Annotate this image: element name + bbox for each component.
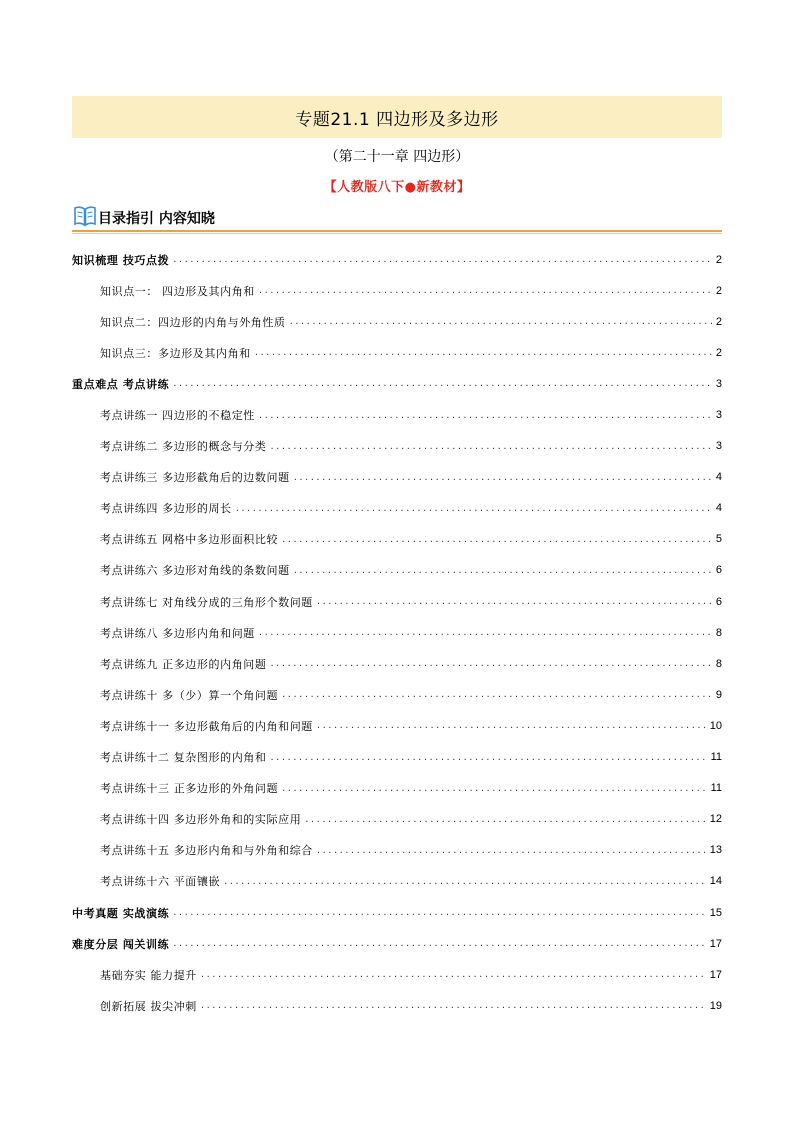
toc-leader-dots [173, 907, 706, 918]
toc-leader-dots [173, 938, 706, 949]
toc-entry[interactable] [72, 804, 722, 835]
toc-entry-page: 2 [715, 315, 722, 328]
toc-entry[interactable] [72, 337, 722, 368]
toc-leader-dots [294, 565, 712, 576]
toc-leader-dots [201, 969, 706, 980]
toc-entry-page: 5 [715, 533, 722, 546]
toc-entry-title: 考点讲练十五 多边形内角和与外角和综合 [100, 844, 313, 858]
toc-entry[interactable] [72, 990, 722, 1021]
toc-entry[interactable] [72, 959, 722, 990]
toc-leader-dots [259, 627, 712, 638]
toc-entry-page: 11 [710, 751, 722, 764]
toc-entry-page: 12 [709, 813, 722, 826]
toc-entry-page: 3 [715, 377, 722, 390]
toc-entry[interactable] [72, 679, 722, 710]
toc-entry-page: 4 [715, 502, 722, 515]
toc-leader-dots [294, 472, 712, 483]
toc-leader-dots [282, 783, 706, 794]
toc-leader-dots [305, 814, 705, 825]
toc-leader-dots [317, 596, 712, 607]
toc-entry-page: 17 [709, 968, 722, 981]
toc-leader-dots [255, 347, 712, 358]
toc-entry-page: 19 [709, 999, 722, 1012]
toc-leader-dots [201, 1000, 706, 1011]
toc-entry-page: 10 [709, 719, 722, 732]
toc-entry-title: 知识点三：多边形及其内角和 [100, 346, 251, 360]
toc-entry-title: 知识梳理 技巧点拨 [72, 253, 170, 267]
book-icon [73, 205, 97, 231]
toc-entry[interactable] [72, 399, 722, 430]
toc-entry[interactable] [72, 275, 722, 306]
toc-entry-title: 考点讲练十六 平面镶嵌 [100, 875, 221, 889]
toc-entry-page: 9 [715, 688, 722, 701]
toc-leader-dots [224, 876, 706, 887]
toc-leader-dots [173, 378, 712, 389]
toc-entry[interactable] [72, 306, 722, 337]
toc-entry-title: 考点讲练十三 正多边形的外角问题 [100, 782, 279, 796]
toc-entry-title: 考点讲练二 多边形的概念与分类 [100, 440, 267, 454]
toc-entry-title: 基础夯实 能力提升 [100, 968, 197, 982]
toc-entry[interactable] [72, 368, 722, 399]
toc-entry[interactable] [72, 648, 722, 679]
table-of-contents [72, 244, 722, 1021]
toc-entry[interactable] [72, 835, 722, 866]
toc-entry-page: 17 [709, 937, 722, 950]
toc-leader-dots [259, 410, 712, 421]
toc-entry-title: 考点讲练九 正多边形的内角问题 [100, 657, 267, 671]
toc-entry[interactable] [72, 244, 722, 275]
toc-entry-title: 创新拓展 拔尖冲刺 [100, 999, 197, 1013]
toc-leader-dots [271, 658, 712, 669]
toc-entry-title: 难度分层 闯关训练 [72, 937, 170, 951]
toc-entry[interactable] [72, 928, 722, 959]
toc-entry-page: 11 [710, 782, 722, 795]
toc-entry-page: 6 [715, 595, 722, 608]
toc-leader-dots [259, 285, 712, 296]
edition-label: 【人教版八下●新教材】 [323, 180, 471, 195]
toc-entry-page: 15 [709, 906, 722, 919]
page-title: 专题21.1 四边形及多边形 [295, 109, 499, 130]
toc-entry[interactable] [72, 710, 722, 741]
toc-leader-dots [236, 503, 712, 514]
toc-entry-page: 8 [715, 657, 722, 670]
toc-entry-page: 8 [715, 626, 722, 639]
toc-heading-label: 目录指引 内容知晓 [98, 211, 215, 227]
toc-entry[interactable] [72, 462, 722, 493]
toc-entry-title: 考点讲练六 多边形对角线的条数问题 [100, 564, 290, 578]
toc-entry-title: 考点讲练十一 多边形截角后的内角和问题 [100, 719, 313, 733]
toc-entry-title: 考点讲练四 多边形的周长 [100, 502, 232, 516]
toc-entry-page: 6 [715, 564, 722, 577]
toc-entry-title: 中考真题 实战演练 [72, 906, 170, 920]
divider [72, 230, 722, 232]
toc-entry-title: 考点讲练十二 复杂图形的内角和 [100, 751, 267, 765]
toc-entry-page: 2 [715, 253, 722, 266]
toc-entry[interactable] [72, 866, 722, 897]
toc-entry-title: 考点讲练五 网格中多边形面积比较 [100, 533, 279, 547]
toc-entry[interactable] [72, 773, 722, 804]
toc-entry[interactable] [72, 524, 722, 555]
toc-entry-title: 考点讲练八 多边形内角和问题 [100, 626, 255, 640]
toc-leader-dots [290, 316, 712, 327]
toc-entry[interactable] [72, 897, 722, 928]
title-banner [72, 96, 722, 138]
toc-entry-page: 2 [715, 346, 722, 359]
divider [72, 233, 722, 234]
toc-leader-dots [271, 441, 712, 452]
toc-leader-dots [282, 534, 712, 545]
toc-entry-page: 14 [709, 875, 722, 888]
toc-entry-page: 2 [715, 284, 722, 297]
toc-entry[interactable] [72, 493, 722, 524]
toc-entry-page: 3 [715, 409, 722, 422]
toc-entry-title: 重点难点 考点讲练 [72, 377, 170, 391]
toc-leader-dots [317, 720, 706, 731]
toc-leader-dots [271, 752, 707, 763]
toc-entry[interactable] [72, 742, 722, 773]
toc-entry[interactable] [72, 431, 722, 462]
toc-entry[interactable] [72, 617, 722, 648]
toc-leader-dots [173, 254, 712, 265]
toc-leader-dots [317, 845, 706, 856]
toc-entry-title: 知识点二：四边形的内角与外角性质 [100, 315, 286, 329]
toc-entry-title: 考点讲练十四 多边形外角和的实际应用 [100, 813, 302, 827]
toc-entry-title: 考点讲练十 多（少）算一个角问题 [100, 688, 279, 702]
chapter-subtitle: （第二十一章 四边形） [324, 149, 470, 165]
toc-entry-page: 4 [715, 471, 722, 484]
toc-entry-title: 知识点一： 四边形及其内角和 [100, 284, 255, 298]
toc-entry[interactable] [72, 586, 722, 617]
toc-heading [72, 204, 722, 232]
toc-entry-page: 3 [715, 440, 722, 453]
toc-entry-page: 13 [709, 844, 722, 857]
toc-leader-dots [282, 689, 712, 700]
toc-entry[interactable] [72, 555, 722, 586]
toc-entry-title: 考点讲练七 对角线分成的三角形个数问题 [100, 595, 313, 609]
toc-entry-title: 考点讲练三 多边形截角后的边数问题 [100, 471, 290, 485]
toc-entry-title: 考点讲练一 四边形的不稳定性 [100, 409, 255, 423]
